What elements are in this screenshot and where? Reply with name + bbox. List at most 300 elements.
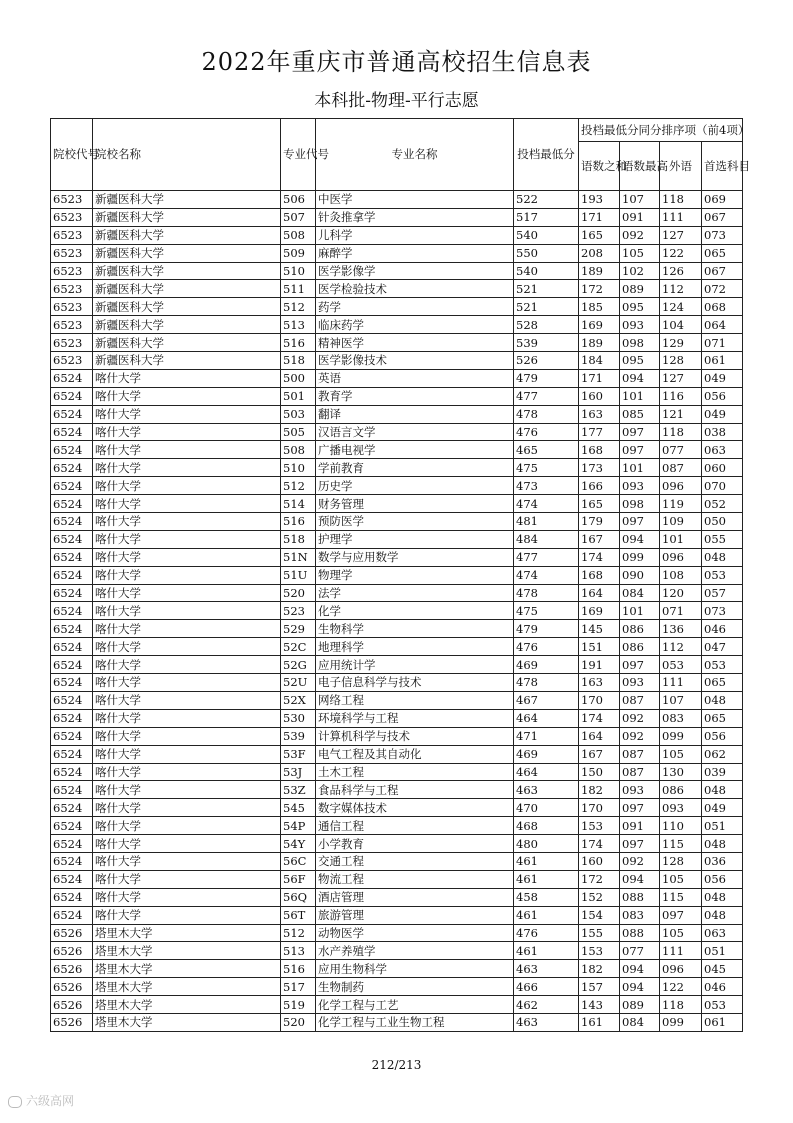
- cell-min-score: 528: [514, 316, 579, 334]
- cell-school-code: 6526: [51, 978, 93, 996]
- cell-foreign: 116: [660, 387, 702, 405]
- cell-min-score: 474: [514, 495, 579, 513]
- cell-school-name: 喀什大学: [93, 888, 281, 906]
- cell-foreign: 110: [660, 817, 702, 835]
- cell-school-name: 新疆医科大学: [93, 352, 281, 370]
- cell-chn-math-sum: 170: [579, 799, 620, 817]
- cell-school-name: 喀什大学: [93, 656, 281, 674]
- table-row: [51, 244, 743, 262]
- cell-chn-math-max: 097: [620, 513, 660, 531]
- cell-school-code: 6524: [51, 656, 93, 674]
- cell-chn-math-max: 101: [620, 602, 660, 620]
- cell-min-score: 550: [514, 244, 579, 262]
- cell-foreign: 105: [660, 924, 702, 942]
- cell-first-subject: 056: [702, 387, 743, 405]
- table-row: [51, 369, 743, 387]
- cell-major-code: 51U: [281, 566, 316, 584]
- cell-foreign: 108: [660, 566, 702, 584]
- cell-first-subject: 061: [702, 1013, 743, 1031]
- cell-major-code: 51N: [281, 548, 316, 566]
- cell-min-score: 478: [514, 584, 579, 602]
- watermark: [8, 1092, 74, 1109]
- cell-major-code: 500: [281, 369, 316, 387]
- cell-school-code: 6524: [51, 835, 93, 853]
- header-foreign: 外语: [660, 142, 702, 191]
- cell-first-subject: 053: [702, 566, 743, 584]
- cell-school-code: 6524: [51, 888, 93, 906]
- cell-first-subject: 045: [702, 960, 743, 978]
- cell-first-subject: 039: [702, 763, 743, 781]
- cell-major-code: 52C: [281, 638, 316, 656]
- cell-chn-math-max: 084: [620, 584, 660, 602]
- cell-major-name: 应用生物科学: [316, 960, 514, 978]
- table-row: [51, 620, 743, 638]
- cell-major-code: 501: [281, 387, 316, 405]
- cell-major-name: 动物医学: [316, 924, 514, 942]
- cell-foreign: 122: [660, 978, 702, 996]
- table-row: [51, 852, 743, 870]
- cell-chn-math-max: 091: [620, 208, 660, 226]
- cell-school-name: 喀什大学: [93, 369, 281, 387]
- cell-school-code: 6524: [51, 584, 93, 602]
- table-row: [51, 548, 743, 566]
- table-row: [51, 799, 743, 817]
- cell-major-code: 54P: [281, 817, 316, 835]
- cell-school-name: 喀什大学: [93, 584, 281, 602]
- cell-min-score: 526: [514, 352, 579, 370]
- cell-chn-math-max: 087: [620, 691, 660, 709]
- cell-school-name: 新疆医科大学: [93, 208, 281, 226]
- cell-major-name: 网络工程: [316, 691, 514, 709]
- cell-min-score: 521: [514, 298, 579, 316]
- cell-chn-math-max: 094: [620, 870, 660, 888]
- cell-major-name: 食品科学与工程: [316, 781, 514, 799]
- cell-foreign: 096: [660, 960, 702, 978]
- cell-chn-math-sum: 153: [579, 817, 620, 835]
- cell-major-name: 生物科学: [316, 620, 514, 638]
- cell-foreign: 118: [660, 423, 702, 441]
- cell-major-code: 506: [281, 191, 316, 209]
- cell-foreign: 124: [660, 298, 702, 316]
- cell-chn-math-max: 098: [620, 495, 660, 513]
- cell-chn-math-sum: 153: [579, 942, 620, 960]
- cell-major-name: 生物制药: [316, 978, 514, 996]
- cell-min-score: 475: [514, 459, 579, 477]
- cell-school-name: 新疆医科大学: [93, 244, 281, 262]
- cell-foreign: 129: [660, 334, 702, 352]
- cell-school-code: 6524: [51, 369, 93, 387]
- cell-foreign: 099: [660, 1013, 702, 1031]
- cell-first-subject: 050: [702, 513, 743, 531]
- cell-major-code: 512: [281, 924, 316, 942]
- cell-school-name: 喀什大学: [93, 835, 281, 853]
- cell-school-code: 6524: [51, 405, 93, 423]
- header-tie-group: 投档最低分同分排序项（前4项）: [579, 119, 743, 142]
- cell-major-name: 医学检验技术: [316, 280, 514, 298]
- cell-foreign: 107: [660, 691, 702, 709]
- cell-school-code: 6524: [51, 423, 93, 441]
- cell-min-score: 461: [514, 942, 579, 960]
- cell-min-score: 517: [514, 208, 579, 226]
- cell-first-subject: 048: [702, 888, 743, 906]
- cell-chn-math-max: 092: [620, 709, 660, 727]
- table-row: [51, 727, 743, 745]
- cell-school-name: 新疆医科大学: [93, 298, 281, 316]
- cell-major-code: 510: [281, 262, 316, 280]
- cell-chn-math-sum: 169: [579, 602, 620, 620]
- cell-major-name: 学前教育: [316, 459, 514, 477]
- cell-foreign: 118: [660, 996, 702, 1014]
- cell-chn-math-max: 087: [620, 745, 660, 763]
- cell-major-name: 麻醉学: [316, 244, 514, 262]
- cell-chn-math-sum: 174: [579, 548, 620, 566]
- cell-chn-math-max: 085: [620, 405, 660, 423]
- table-row: [51, 781, 743, 799]
- cell-foreign: 105: [660, 745, 702, 763]
- cell-school-code: 6526: [51, 924, 93, 942]
- table-row: [51, 924, 743, 942]
- table-row: [51, 745, 743, 763]
- cell-school-code: 6523: [51, 352, 93, 370]
- cell-chn-math-sum: 161: [579, 1013, 620, 1031]
- cell-min-score: 469: [514, 745, 579, 763]
- cell-school-name: 喀什大学: [93, 566, 281, 584]
- cell-major-code: 518: [281, 352, 316, 370]
- cell-first-subject: 055: [702, 530, 743, 548]
- table-row: [51, 262, 743, 280]
- cell-chn-math-sum: 160: [579, 852, 620, 870]
- cell-first-subject: 067: [702, 262, 743, 280]
- cell-school-code: 6524: [51, 638, 93, 656]
- cell-chn-math-sum: 160: [579, 387, 620, 405]
- cell-chn-math-sum: 150: [579, 763, 620, 781]
- cell-chn-math-sum: 173: [579, 459, 620, 477]
- cell-school-name: 喀什大学: [93, 620, 281, 638]
- cell-chn-math-max: 098: [620, 334, 660, 352]
- cell-major-code: 503: [281, 405, 316, 423]
- cell-school-name: 喀什大学: [93, 441, 281, 459]
- cell-chn-math-max: 099: [620, 548, 660, 566]
- cell-foreign: 128: [660, 852, 702, 870]
- cell-chn-math-sum: 172: [579, 280, 620, 298]
- cell-first-subject: 048: [702, 835, 743, 853]
- cell-major-name: 小学教育: [316, 835, 514, 853]
- cell-first-subject: 053: [702, 996, 743, 1014]
- cell-first-subject: 069: [702, 191, 743, 209]
- cell-first-subject: 065: [702, 674, 743, 692]
- cell-chn-math-max: 088: [620, 924, 660, 942]
- cell-foreign: 119: [660, 495, 702, 513]
- cell-school-code: 6524: [51, 387, 93, 405]
- cell-min-score: 464: [514, 709, 579, 727]
- cell-chn-math-sum: 164: [579, 727, 620, 745]
- cell-chn-math-sum: 182: [579, 960, 620, 978]
- cell-first-subject: 048: [702, 906, 743, 924]
- table-row: [51, 978, 743, 996]
- cell-chn-math-max: 097: [620, 656, 660, 674]
- cell-major-code: 545: [281, 799, 316, 817]
- cell-school-code: 6524: [51, 441, 93, 459]
- cell-first-subject: 052: [702, 495, 743, 513]
- cell-major-code: 52G: [281, 656, 316, 674]
- cell-major-name: 旅游管理: [316, 906, 514, 924]
- table-row: [51, 316, 743, 334]
- cell-school-code: 6523: [51, 226, 93, 244]
- cell-major-name: 化学: [316, 602, 514, 620]
- cell-foreign: 112: [660, 280, 702, 298]
- cell-school-name: 塔里木大学: [93, 960, 281, 978]
- cell-school-name: 新疆医科大学: [93, 334, 281, 352]
- cell-school-code: 6524: [51, 817, 93, 835]
- cell-chn-math-max: 077: [620, 942, 660, 960]
- cell-major-code: 530: [281, 709, 316, 727]
- cell-foreign: 111: [660, 208, 702, 226]
- header-school-code: 院校代号: [51, 119, 93, 191]
- table-row: [51, 280, 743, 298]
- cell-school-code: 6523: [51, 280, 93, 298]
- cell-major-code: 523: [281, 602, 316, 620]
- header-school-name: 院校名称: [93, 119, 281, 191]
- cell-major-name: 通信工程: [316, 817, 514, 835]
- cell-chn-math-sum: 163: [579, 674, 620, 692]
- cell-chn-math-sum: 184: [579, 352, 620, 370]
- cell-chn-math-max: 094: [620, 960, 660, 978]
- cell-school-code: 6524: [51, 763, 93, 781]
- cell-school-code: 6526: [51, 942, 93, 960]
- cell-major-code: 56F: [281, 870, 316, 888]
- cell-min-score: 473: [514, 477, 579, 495]
- cell-first-subject: 048: [702, 781, 743, 799]
- table-row: [51, 674, 743, 692]
- cell-major-code: 53J: [281, 763, 316, 781]
- cell-school-name: 新疆医科大学: [93, 226, 281, 244]
- page-number: 212/213: [371, 1058, 422, 1072]
- cell-first-subject: 065: [702, 709, 743, 727]
- cell-min-score: 521: [514, 280, 579, 298]
- cell-foreign: 121: [660, 405, 702, 423]
- cell-school-name: 喀什大学: [93, 709, 281, 727]
- cell-foreign: 112: [660, 638, 702, 656]
- cell-major-code: 52X: [281, 691, 316, 709]
- cell-major-name: 环境科学与工程: [316, 709, 514, 727]
- cell-first-subject: 036: [702, 852, 743, 870]
- cell-major-code: 520: [281, 584, 316, 602]
- cell-min-score: 474: [514, 566, 579, 584]
- cell-school-name: 喀什大学: [93, 870, 281, 888]
- cell-min-score: 462: [514, 996, 579, 1014]
- cell-chn-math-sum: 152: [579, 888, 620, 906]
- cell-school-name: 喀什大学: [93, 799, 281, 817]
- cell-major-name: 化学工程与工业生物工程: [316, 1013, 514, 1031]
- cell-chn-math-sum: 172: [579, 870, 620, 888]
- cell-school-name: 新疆医科大学: [93, 262, 281, 280]
- cell-school-code: 6523: [51, 191, 93, 209]
- cell-first-subject: 061: [702, 352, 743, 370]
- cell-school-code: 6526: [51, 1013, 93, 1031]
- cell-major-name: 物理学: [316, 566, 514, 584]
- cell-first-subject: 063: [702, 441, 743, 459]
- cell-chn-math-sum: 163: [579, 405, 620, 423]
- cell-school-code: 6523: [51, 316, 93, 334]
- cell-school-code: 6524: [51, 799, 93, 817]
- cell-min-score: 467: [514, 691, 579, 709]
- table-row: [51, 191, 743, 209]
- cell-chn-math-max: 094: [620, 369, 660, 387]
- cell-first-subject: 062: [702, 745, 743, 763]
- cell-major-name: 针灸推拿学: [316, 208, 514, 226]
- cell-foreign: 101: [660, 530, 702, 548]
- table-row: [51, 423, 743, 441]
- cell-major-name: 广播电视学: [316, 441, 514, 459]
- cell-chn-math-sum: 167: [579, 530, 620, 548]
- cell-school-name: 喀什大学: [93, 602, 281, 620]
- cell-school-name: 新疆医科大学: [93, 316, 281, 334]
- cell-major-name: 计算机科学与技术: [316, 727, 514, 745]
- cell-major-name: 历史学: [316, 477, 514, 495]
- cell-major-code: 508: [281, 441, 316, 459]
- cell-school-code: 6524: [51, 691, 93, 709]
- cell-chn-math-max: 089: [620, 280, 660, 298]
- cell-chn-math-sum: 177: [579, 423, 620, 441]
- cell-major-name: 财务管理: [316, 495, 514, 513]
- cell-chn-math-sum: 165: [579, 495, 620, 513]
- cell-foreign: 126: [660, 262, 702, 280]
- cell-major-name: 英语: [316, 369, 514, 387]
- cell-min-score: 484: [514, 530, 579, 548]
- header-major-name: 专业名称: [316, 119, 514, 191]
- cell-min-score: 481: [514, 513, 579, 531]
- table-row: [51, 226, 743, 244]
- table-row: [51, 835, 743, 853]
- cell-major-name: 儿科学: [316, 226, 514, 244]
- cell-first-subject: 060: [702, 459, 743, 477]
- cell-foreign: 111: [660, 942, 702, 960]
- cell-school-name: 塔里木大学: [93, 1013, 281, 1031]
- page-subtitle: 本科批-物理-平行志愿: [314, 91, 479, 111]
- cell-major-code: 519: [281, 996, 316, 1014]
- cell-chn-math-max: 093: [620, 316, 660, 334]
- cell-major-name: 交通工程: [316, 852, 514, 870]
- cell-first-subject: 065: [702, 244, 743, 262]
- cell-first-subject: 048: [702, 691, 743, 709]
- table-row: [51, 960, 743, 978]
- cell-min-score: 477: [514, 548, 579, 566]
- cell-min-score: 539: [514, 334, 579, 352]
- cell-major-name: 物流工程: [316, 870, 514, 888]
- cell-min-score: 465: [514, 441, 579, 459]
- cell-foreign: 109: [660, 513, 702, 531]
- header-first-subject: 首选科目: [702, 142, 743, 191]
- cell-foreign: 115: [660, 888, 702, 906]
- cell-min-score: 522: [514, 191, 579, 209]
- cell-school-name: 喀什大学: [93, 763, 281, 781]
- cell-major-name: 翻译: [316, 405, 514, 423]
- table-row: [51, 495, 743, 513]
- cell-school-code: 6524: [51, 548, 93, 566]
- cell-chn-math-sum: 182: [579, 781, 620, 799]
- cell-chn-math-sum: 164: [579, 584, 620, 602]
- cell-first-subject: 049: [702, 369, 743, 387]
- cell-school-code: 6524: [51, 870, 93, 888]
- cell-first-subject: 049: [702, 799, 743, 817]
- cell-foreign: 105: [660, 870, 702, 888]
- table-row: [51, 638, 743, 656]
- cell-first-subject: 072: [702, 280, 743, 298]
- cell-min-score: 461: [514, 906, 579, 924]
- cell-chn-math-sum: 155: [579, 924, 620, 942]
- cell-school-code: 6524: [51, 530, 93, 548]
- cell-school-code: 6524: [51, 477, 93, 495]
- cell-major-code: 52U: [281, 674, 316, 692]
- cell-chn-math-max: 095: [620, 352, 660, 370]
- cell-foreign: 093: [660, 799, 702, 817]
- cell-min-score: 458: [514, 888, 579, 906]
- table-row: [51, 691, 743, 709]
- cell-chn-math-sum: 166: [579, 477, 620, 495]
- cell-school-code: 6524: [51, 566, 93, 584]
- cell-major-code: 514: [281, 495, 316, 513]
- admission-table: [50, 118, 750, 1032]
- cell-foreign: 086: [660, 781, 702, 799]
- cell-school-code: 6524: [51, 709, 93, 727]
- cell-school-code: 6523: [51, 208, 93, 226]
- cell-chn-math-sum: 179: [579, 513, 620, 531]
- table-row: [51, 656, 743, 674]
- cell-min-score: 480: [514, 835, 579, 853]
- cell-min-score: 469: [514, 656, 579, 674]
- table-row: [51, 405, 743, 423]
- cell-school-name: 塔里木大学: [93, 996, 281, 1014]
- cell-school-code: 6524: [51, 620, 93, 638]
- cell-min-score: 463: [514, 781, 579, 799]
- cell-major-name: 地理科学: [316, 638, 514, 656]
- cell-chn-math-max: 092: [620, 226, 660, 244]
- cell-foreign: 096: [660, 548, 702, 566]
- table-row: [51, 513, 743, 531]
- table-row: [51, 1013, 743, 1031]
- cell-first-subject: 047: [702, 638, 743, 656]
- cell-foreign: 128: [660, 352, 702, 370]
- cell-school-code: 6526: [51, 996, 93, 1014]
- cell-major-name: 土木工程: [316, 763, 514, 781]
- cell-school-code: 6524: [51, 727, 93, 745]
- cell-major-name: 临床药学: [316, 316, 514, 334]
- cell-school-name: 喀什大学: [93, 459, 281, 477]
- cell-school-code: 6524: [51, 745, 93, 763]
- cell-min-score: 476: [514, 423, 579, 441]
- cell-chn-math-max: 102: [620, 262, 660, 280]
- cell-first-subject: 046: [702, 620, 743, 638]
- cell-major-code: 511: [281, 280, 316, 298]
- cell-chn-math-max: 093: [620, 781, 660, 799]
- cell-chn-math-max: 101: [620, 459, 660, 477]
- table-row: [51, 906, 743, 924]
- cell-school-code: 6524: [51, 602, 93, 620]
- cell-min-score: 463: [514, 1013, 579, 1031]
- cell-chn-math-max: 097: [620, 835, 660, 853]
- cell-min-score: 476: [514, 638, 579, 656]
- cell-foreign: 130: [660, 763, 702, 781]
- cell-chn-math-sum: 168: [579, 566, 620, 584]
- cell-major-code: 512: [281, 477, 316, 495]
- cell-major-name: 数学与应用数学: [316, 548, 514, 566]
- cell-major-name: 护理学: [316, 530, 514, 548]
- cell-major-code: 516: [281, 513, 316, 531]
- cell-min-score: 479: [514, 620, 579, 638]
- cell-major-code: 53Z: [281, 781, 316, 799]
- cell-major-code: 56T: [281, 906, 316, 924]
- cell-chn-math-sum: 168: [579, 441, 620, 459]
